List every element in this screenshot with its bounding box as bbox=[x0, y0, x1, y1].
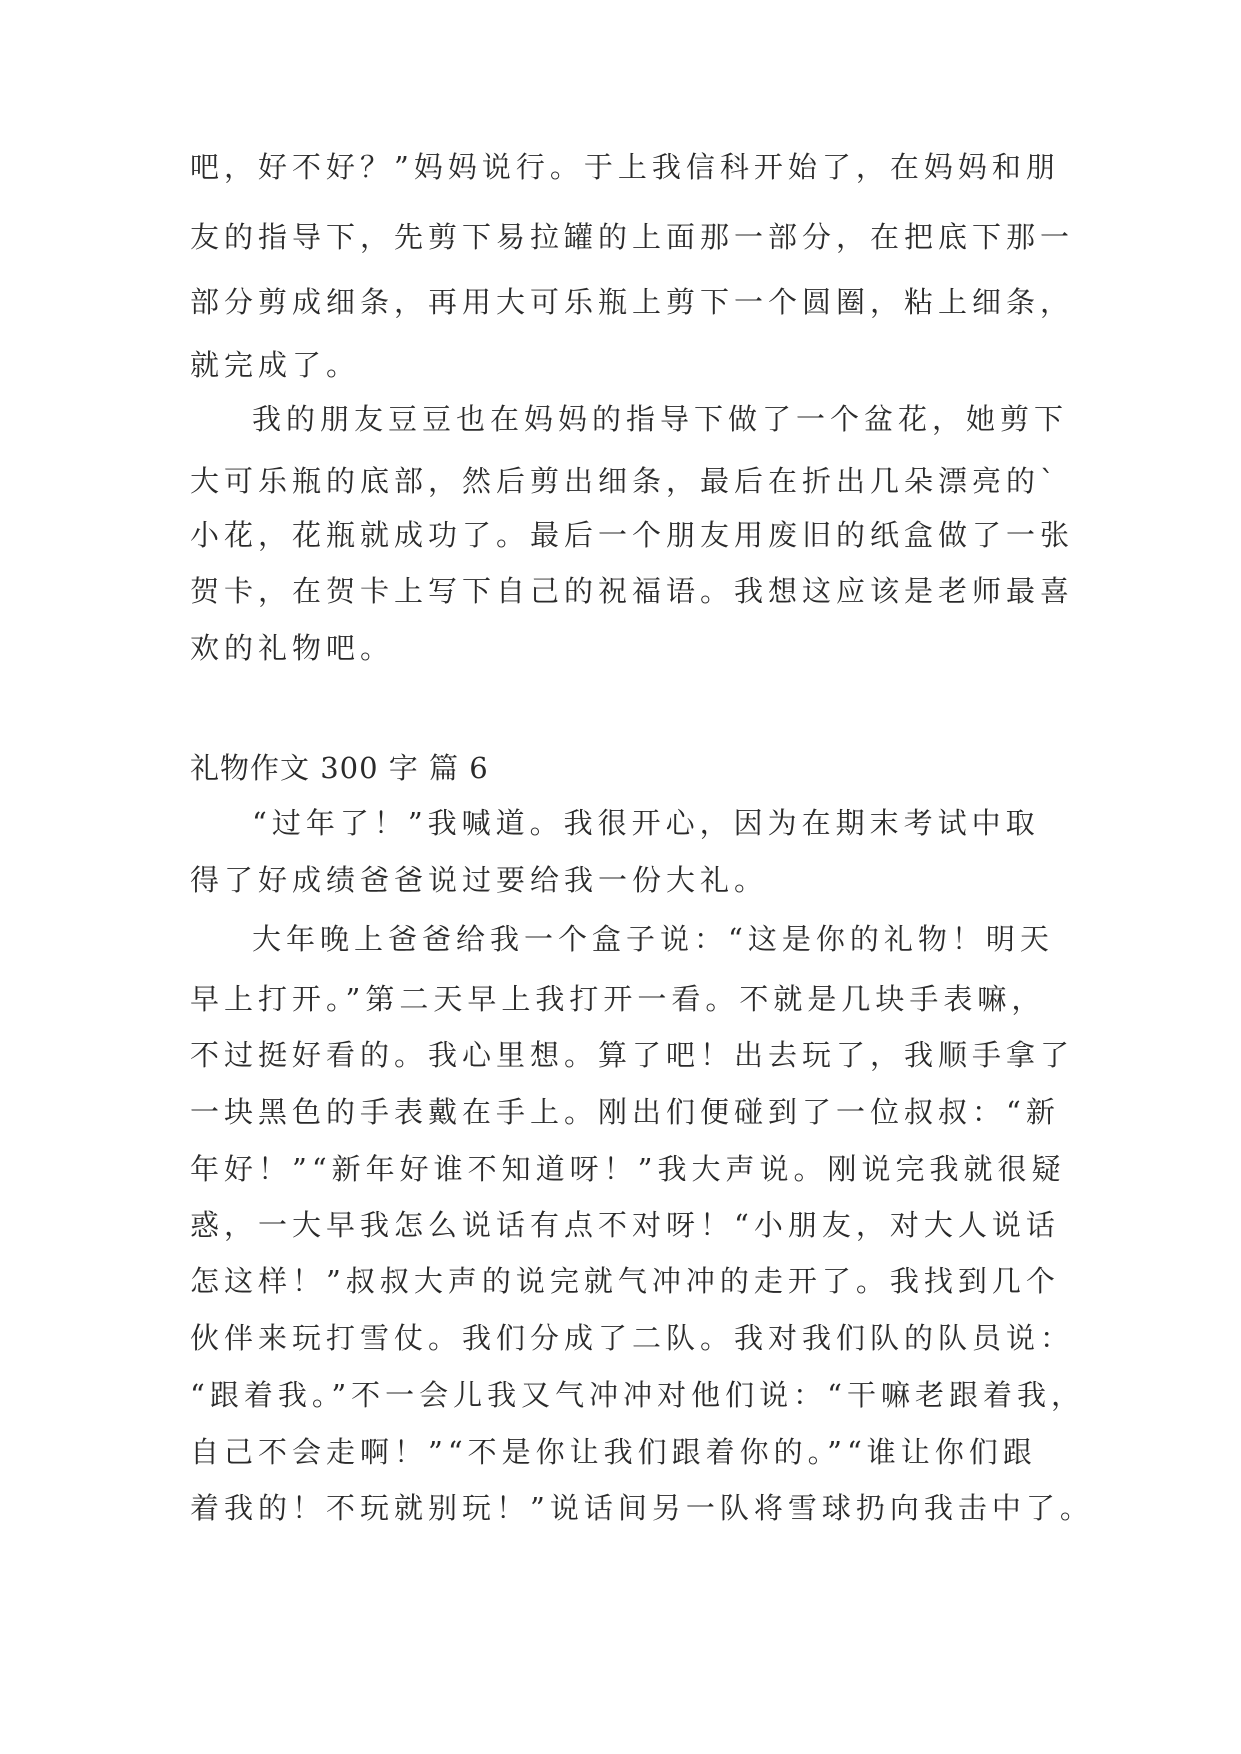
paragraph-line: 就完成了。 bbox=[190, 348, 361, 382]
paragraph-line: 伙伴来玩打雪仗。我们分成了二队。我对我们队的队员说： bbox=[190, 1321, 1075, 1355]
paragraph-line: 着我的！不玩就别玩！”说话间另一队将雪球扔向我击中了。 bbox=[190, 1491, 1094, 1525]
paragraph-line: 得了好成绩爸爸说过要给我一份大礼。 bbox=[190, 863, 769, 897]
paragraph-line: 大可乐瓶的底部，然后剪出细条，最后在折出几朵漂亮的` bbox=[190, 464, 1060, 498]
paragraph-line: 贺卡，在贺卡上写下自己的祝福语。我想这应该是老师最喜 bbox=[190, 574, 1075, 608]
paragraph-line: 部分剪成细条，再用大可乐瓶上剪下一个圆圈，粘上细条， bbox=[190, 285, 1075, 319]
paragraph-line: “跟着我。”不一会儿我又气冲冲对他们说：“干嘛老跟着我， bbox=[190, 1378, 1085, 1412]
paragraph-line: 惑，一大早我怎么说话有点不对呀！“小朋友，对大人说话 bbox=[190, 1208, 1060, 1242]
paragraph-line: “过年了！”我喊道。我很开心，因为在期末考试中取 bbox=[252, 806, 1040, 840]
paragraph-line: 小花，花瓶就成功了。最后一个朋友用废旧的纸盒做了一张 bbox=[190, 518, 1075, 552]
section-heading: 礼物作文 300 字 篇 6 bbox=[190, 751, 489, 785]
paragraph-line: 吧，好不好？”妈妈说行。于上我信科开始了，在妈妈和朋 bbox=[190, 150, 1060, 184]
paragraph-line: 年好！”“新年好谁不知道呀！”我大声说。刚说完我就很疑 bbox=[190, 1152, 1066, 1186]
paragraph-line: 友的指导下，先剪下易拉罐的上面那一部分，在把底下那一 bbox=[190, 220, 1075, 254]
paragraph-line: 早上打开。”第二天早上我打开一看。不就是几块手表嘛， bbox=[190, 982, 1046, 1016]
paragraph-line: 欢的礼物吧。 bbox=[190, 631, 395, 665]
paragraph-line: 不过挺好看的。我心里想。算了吧！出去玩了，我顺手拿了 bbox=[190, 1038, 1075, 1072]
paragraph-line: 怎这样！”叔叔大声的说完就气冲冲的走开了。我找到几个 bbox=[190, 1264, 1060, 1298]
paragraph-line: 我的朋友豆豆也在妈妈的指导下做了一个盆花，她剪下 bbox=[252, 402, 1069, 436]
paragraph-line: 大年晚上爸爸给我一个盒子说：“这是你的礼物！明天 bbox=[252, 922, 1054, 956]
paragraph-line: 一块黑色的手表戴在手上。刚出们便碰到了一位叔叔：“新 bbox=[190, 1095, 1060, 1129]
paragraph-line: 自己不会走啊！”“不是你让我们跟着你的。”“谁让你们跟 bbox=[190, 1435, 1037, 1469]
